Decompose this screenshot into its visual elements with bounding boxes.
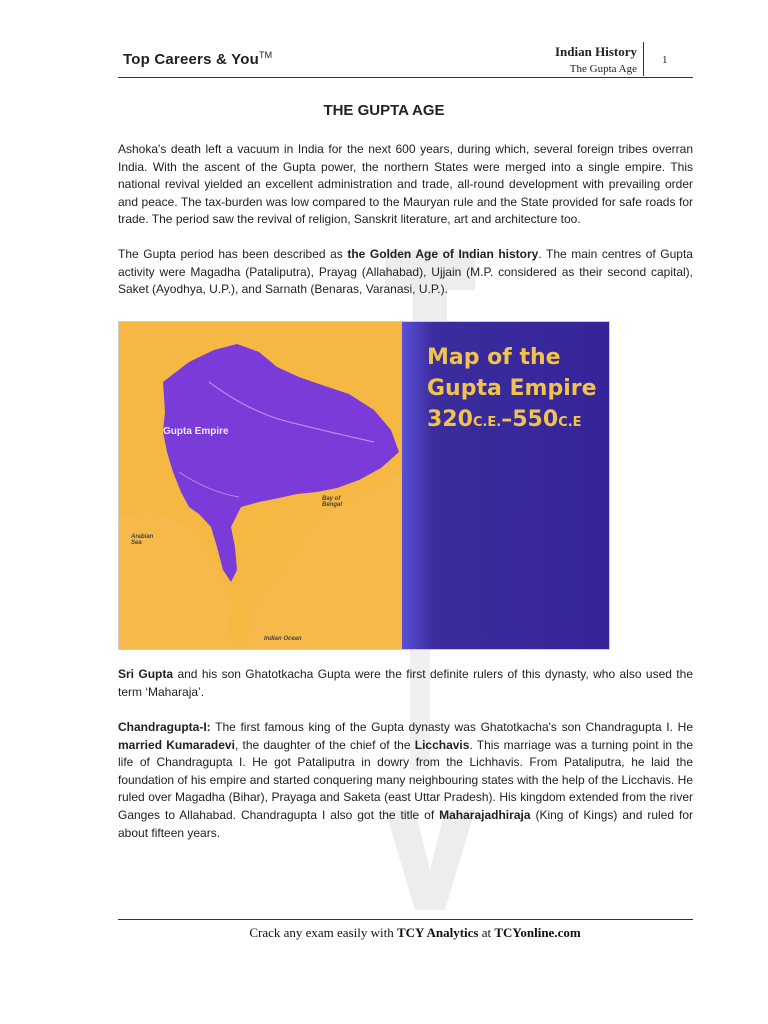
label-gupta-empire: Gupta Empire xyxy=(163,426,229,437)
date-end-unit: C.E xyxy=(558,415,582,430)
text-run: (King of Kings) and ruled for about fifteen years. xyxy=(118,807,693,840)
brand-name: Top Careers & You xyxy=(123,51,259,68)
label-indian-ocean: Indian Ocean xyxy=(264,636,302,642)
header-section-info xyxy=(520,44,637,76)
text-run: The first famous king of the Gupta dynasty was Ghatotkacha's son Chandragupta I. He xyxy=(210,720,693,734)
header-subject: Indian History xyxy=(555,44,637,59)
page-number: 1 xyxy=(662,54,668,66)
header-topic: The Gupta Age xyxy=(569,63,637,75)
footer-text: at xyxy=(478,925,495,940)
date-dash: – xyxy=(501,407,513,432)
header-rule xyxy=(118,77,693,78)
text-run: . The main centres of Gupta activity were Magadha (Pataliputra), Prayag (Allahabad), Ujjain (M.P. considered as their second capital), Saket (Ayodhya, U.P.), and Sarnath (Benaras, Varanasi, U.P.). xyxy=(118,247,693,297)
footer-website: TCYonline.com xyxy=(494,925,581,940)
text-run: . This marriage was a turning point in the life of Chandragupta I. He got Pataliputra in dowry from the Lichhavis. From Pataliputra, he laid the foundation of his empire and started conquering many neighbouring states with the help of the Licchavis. He ruled over Magadha (Bihar), Prayaga and Saketa (east Uttar Pradesh). His kingdom extended from the river Ganges to Allahabad. Chandragupta I also got the title of xyxy=(118,737,693,822)
brand-logo-text xyxy=(123,50,272,68)
text-run: , the daughter of the chief of the xyxy=(234,737,415,752)
date-start-unit: C.E. xyxy=(472,415,502,430)
gupta-empire-map xyxy=(118,321,610,650)
bold-maharajadhiraja: Maharajadhiraja xyxy=(439,807,531,822)
sri-lanka xyxy=(228,608,250,644)
map-title-line1: Map of the xyxy=(427,345,561,370)
label-arabian-sea: Arabian Sea xyxy=(131,534,154,546)
page-title: THE GUPTA AGE xyxy=(323,102,445,119)
bold-kumaradevi: married Kumaradevi xyxy=(118,737,235,752)
footer-text: Crack any exam easily with xyxy=(249,925,397,940)
footer-tagline xyxy=(0,925,768,941)
bold-licchavis: Licchavis xyxy=(414,737,470,752)
golden-age-paragraph xyxy=(118,246,693,299)
map-title-dates xyxy=(427,404,597,438)
text-run: The Gupta period has been described as xyxy=(118,247,348,261)
chandragupta-paragraph xyxy=(118,719,693,842)
bold-sri-gupta: Sri Gupta xyxy=(118,667,174,681)
bold-golden-age: the Golden Age of Indian history xyxy=(347,247,539,261)
text-run: and his son Ghatotkacha Gupta were the first definite rulers of this dynasty, who also used the term ‘Maharaja’. xyxy=(118,667,693,699)
intro-paragraph: Ashoka's death left a vacuum in India for the next 600 years, during which, several foreign tribes overran India. With the ascent of the Gupta power, the northern States were merged into a single empire. This national revival yielded an excellent administration and trade, all-round development with prevailing order and peace. The tax-burden was low compared to the Mauryan rule and the State provided for safe roads for trade. The period saw the revival of religion, Sanskrit literature, art and architecture too. xyxy=(118,142,693,227)
label-bay-of-bengal: Bay of Bengal xyxy=(322,496,343,508)
header-divider xyxy=(643,42,644,76)
map-title xyxy=(427,342,597,438)
date-end: 550 xyxy=(512,407,559,432)
sri-gupta-paragraph xyxy=(118,666,693,701)
brand-trademark: TM xyxy=(258,50,273,60)
date-start: 320 xyxy=(427,407,473,432)
bold-chandragupta: Chandragupta-I: xyxy=(118,720,211,734)
map-title-line2: Gupta Empire xyxy=(427,376,597,401)
footer-tcy-analytics: TCY Analytics xyxy=(396,925,479,940)
footer-rule xyxy=(118,919,693,920)
